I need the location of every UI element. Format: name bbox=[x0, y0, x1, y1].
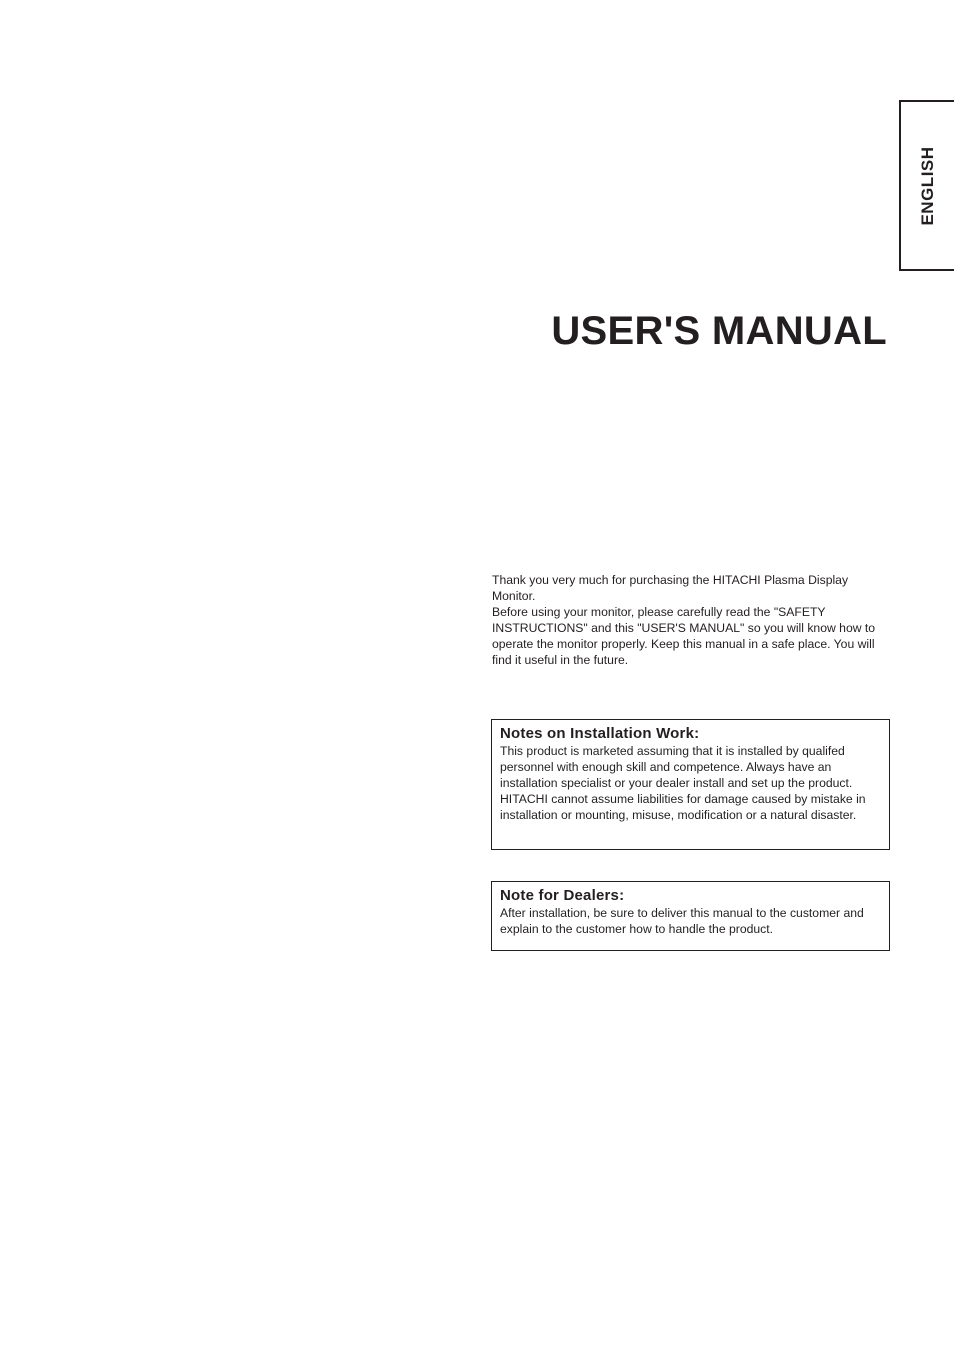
installation-notes-heading: Notes on Installation Work: bbox=[500, 725, 700, 742]
intro-paragraph-instructions: Before using your monitor, please carefully read the "SAFETY INSTRUCTIONS" and this "USER'S MANUAL" so you will know how to operate the monitor properly. Keep this manual in a safe place. You will find it useful in the future. bbox=[492, 605, 876, 667]
language-tab-label: ENGLISH bbox=[917, 145, 937, 226]
dealers-note-body: After installation, be sure to deliver this manual to the customer and explain to the customer how to handle the product. bbox=[500, 906, 864, 936]
intro-paragraph-thanks: Thank you very much for purchasing the HITACHI Plasma Display Monitor. bbox=[492, 573, 849, 603]
language-tab bbox=[899, 100, 954, 271]
installation-notes-box bbox=[491, 719, 890, 850]
dealers-note-heading: Note for Dealers: bbox=[500, 887, 625, 904]
intro-text bbox=[492, 572, 892, 668]
page-title: USER'S MANUAL bbox=[551, 309, 887, 353]
dealers-note-box bbox=[491, 881, 890, 951]
installation-notes-body: This product is marketed assuming that it is installed by qualifed personnel with enough skill and competence. Always have an installation specialist or your dealer install and set up the product. HITACHI cannot assume liabilities for damage caused by mistake in installation or mounting, misuse, modification or a natural disaster. bbox=[500, 744, 866, 822]
